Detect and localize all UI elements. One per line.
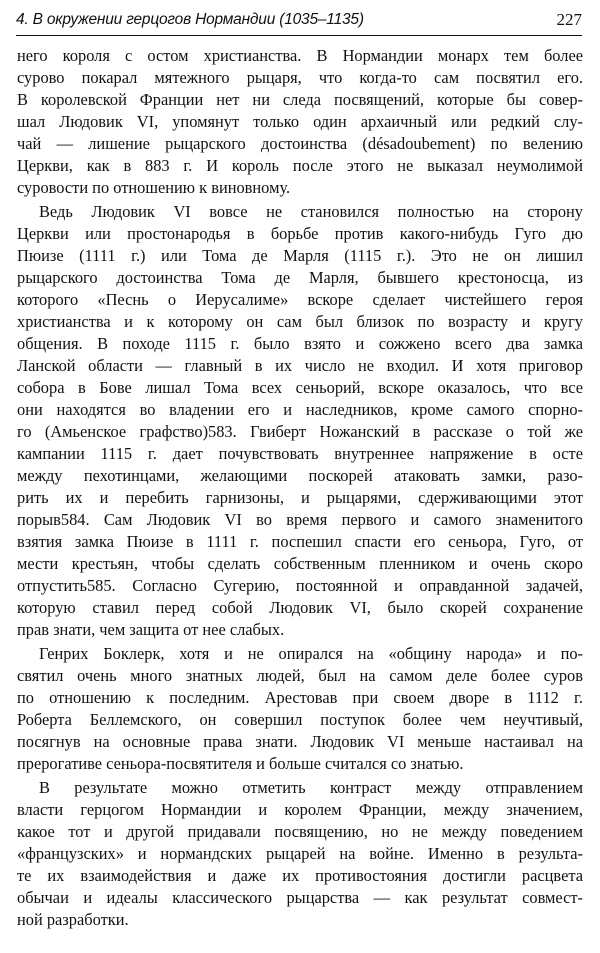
text-line: христианства и к которому он сам был близок по возрасту и кругу: [17, 312, 583, 331]
text-line: общения. В походе 1115 г. было взято и сожжено всего два замка: [17, 334, 583, 353]
body-text: [17, 45, 583, 931]
text-line: рить их и перебить гарнизоны, и рыцарями, сдерживающими этот: [17, 488, 583, 507]
text-line: него короля с остом христианства. В Нормандии монарх тем более: [17, 46, 583, 65]
text-line: святил очень много знатных людей, был на самом деле более суров: [17, 666, 583, 685]
running-title: 4. В окружении герцогов Нормандии (1035–1135): [16, 11, 364, 28]
text-line: прерогативе сеньора-посвятителя и больше считался со знатью.: [17, 754, 464, 773]
text-line: чай — лишение рыцарского достоинства (désadoubement) по велению: [17, 134, 583, 153]
text-line: они находятся во владении его и наследников, кроме самого спорно-: [17, 400, 583, 419]
text-line: го (Амьенское графство)583. Гвиберт Ножанский в рассказе о той же: [17, 422, 583, 441]
text-line: которого «Песнь о Иерусалиме» вскоре сделает чистейшего героя: [17, 290, 583, 309]
text-line: сурово покарал мятежного рыцаря, что когда-то сам посвятил его.: [17, 68, 583, 87]
text-line: взятия замка Пюизе в 1111 г. поспешил спасти его сеньора, Гуго, от: [17, 532, 583, 551]
text-line: прав знати, чем защита от нее слабых.: [17, 620, 285, 639]
text-line: которую ставил перед собой Людовик VI, было скорей сохранение: [17, 598, 583, 617]
text-line: В результате можно отметить контраст между отправлением: [39, 778, 583, 797]
text-line: Церкви или простонародья в борьбе против какого-нибудь Гуго дю: [17, 224, 583, 243]
text-line: обычаи и идеалы классического рыцарства — как результат совмест-: [17, 888, 583, 907]
text-line: рыцарского достоинства Тома де Марля, бывшего крестоносца, из: [17, 268, 583, 287]
page-number: 227: [556, 10, 582, 29]
text-line: Генрих Боклерк, хотя и не опирался на «общину народа» и по-: [39, 644, 583, 663]
text-line: какое тот и другой придавали посвящению, но не между поведением: [17, 822, 583, 841]
text-line: те их взаимодействия и даже их противостояния достигли расцвета: [17, 866, 583, 885]
text-line: порыв584. Сам Людовик VI во время первого и самого знаменитого: [17, 510, 583, 529]
text-line: шал Людовик VI, упомянут только один архаичный или редкий слу-: [17, 112, 583, 131]
paragraph-4: [17, 777, 583, 931]
text-line: суровости по отношению к виновному.: [17, 178, 291, 197]
text-line: кампании 1115 г. дает почувствовать внутреннее напряжение в осте: [17, 444, 583, 463]
paragraph-3: [17, 643, 583, 775]
text-line: отпустить585. Согласно Сугерию, постоянной и оправданной задачей,: [17, 576, 583, 595]
text-line: Роберта Беллемского, он совершил поступок более чем неучтивый,: [17, 710, 583, 729]
page-header: [16, 9, 582, 36]
text-line: В королевской Франции нет ни следа посвящений, которые бы совер-: [17, 90, 583, 109]
text-line: Пюизе (1111 г.) или Тома де Марля (1115 г.). Это не он лишил: [17, 246, 583, 265]
text-line: по отношению к последним. Арестовав при своем дворе в 1112 г.: [17, 688, 583, 707]
text-line: ной разработки.: [17, 910, 129, 929]
paragraph-2: [17, 201, 583, 641]
text-line: Ведь Людовик VI вовсе не становился полностью на сторону: [39, 202, 583, 221]
text-line: Ланской области — главный в их число не входил. И хотя приговор: [17, 356, 583, 375]
text-line: «французских» и нормандских рыцарей на войне. Именно в результа-: [17, 844, 583, 863]
paragraph-1: [17, 45, 583, 199]
text-line: власти герцогом Нормандии и королем Франции, между значением,: [17, 800, 583, 819]
text-line: посягнув на основные права знати. Людовик VI меньше настаивал на: [17, 732, 583, 751]
text-line: между пехотинцами, желающими поскорей атаковать замки, разо-: [17, 466, 583, 485]
text-line: мести крестьян, чтобы сделать собственным пленником и очень скоро: [17, 554, 583, 573]
text-line: Церкви, как в 883 г. И король после этого не выказал неумолимой: [17, 156, 583, 175]
text-line: собора в Бове лишал Тома всех сеньорий, вскоре оказалось, что все: [17, 378, 583, 397]
